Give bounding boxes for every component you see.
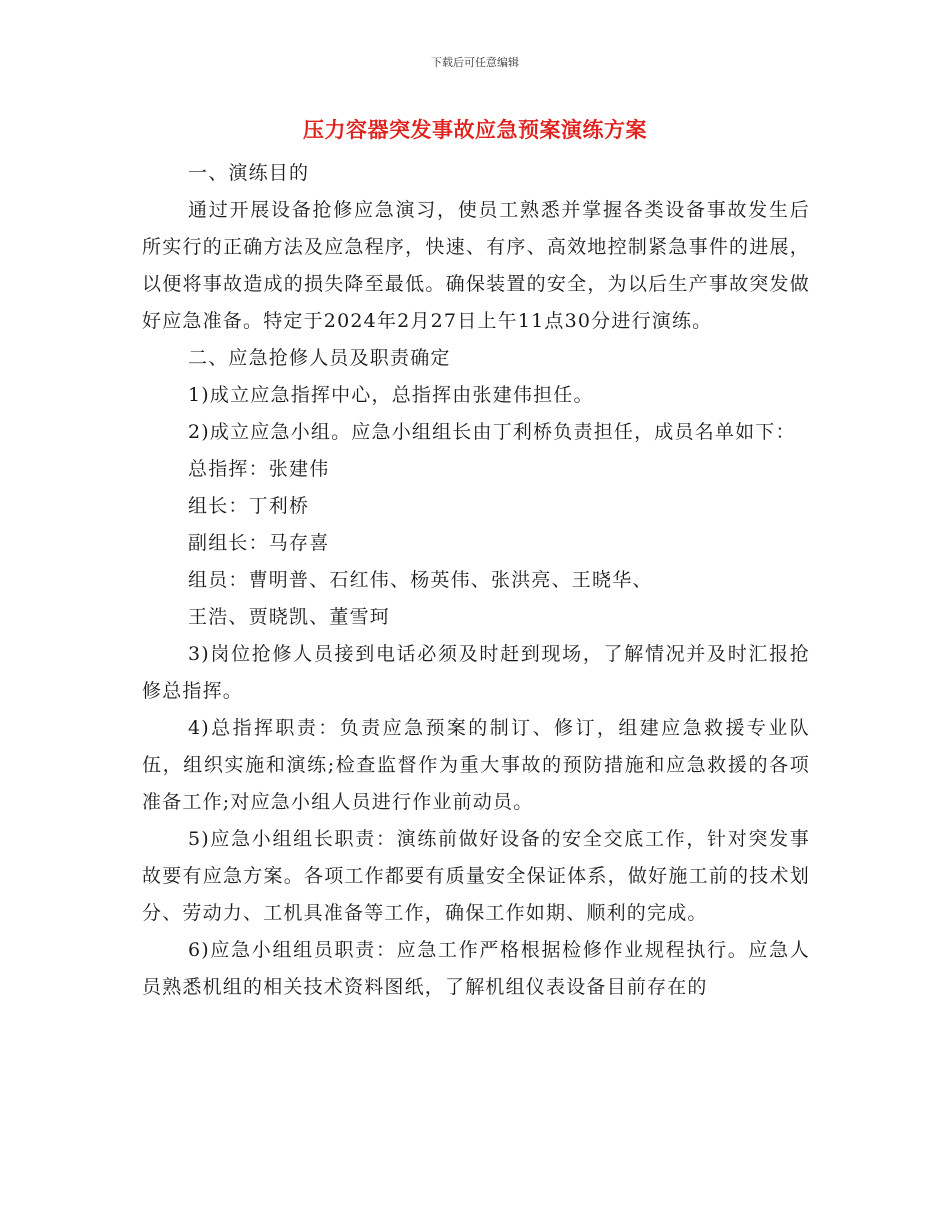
paragraph-item-2: 2)成立应急小组。应急小组组长由丁利桥负责担任，成员名单如下： <box>188 421 796 443</box>
paragraph-item-3: 3)岗位抢修人员接到电话必须及时赶到现场，了解情况并及时汇报抢修总指挥。 <box>142 643 810 702</box>
document-body <box>142 155 810 1006</box>
paragraph-item-4: 4)总指挥职责：负责应急预案的制订、修订，组建应急救援专业队伍，组织实施和演练;检查监督作为重大事故的预防措施和应急救援的各项准备工作;对应急小组人员进行作业前动员。 <box>142 717 810 813</box>
members-line-continued: 王浩、贾晓凯、董雪珂 <box>188 606 391 628</box>
deputy-leader-line: 副组长：马存喜 <box>188 532 330 554</box>
paragraph-item-5: 5)应急小组组长职责：演练前做好设备的安全交底工作，针对突发事故要有应急方案。各项工作都要有质量安全保证体系，做好施工前的技术划分、劳动力、工机具准备等工作，确保工作如期、顺利的完成。 <box>142 828 810 924</box>
commander-line: 总指挥：张建伟 <box>188 458 330 480</box>
page-header: 下载后可任意编辑 <box>431 56 519 69</box>
section-heading-personnel: 二、应急抢修人员及职责确定 <box>188 347 451 369</box>
document-title: 压力容器突发事故应急预案演练方案 <box>303 117 647 142</box>
paragraph-item-6: 6)应急小组组员职责：应急工作严格根据检修作业规程执行。应急人员熟悉机组的相关技术资料图纸，了解机组仪表设备目前存在的 <box>142 939 810 998</box>
members-line: 组员：曹明普、石红伟、杨英伟、张洪亮、王晓华、 <box>188 569 653 591</box>
leader-line: 组长：丁利桥 <box>188 495 310 517</box>
section-heading-purpose: 一、演练目的 <box>188 162 310 184</box>
paragraph-item-1: 1)成立应急指挥中心，总指挥由张建伟担任。 <box>188 384 594 406</box>
paragraph-purpose: 通过开展设备抢修应急演习，使员工熟悉并掌握各类设备事故发生后所实行的正确方法及应急程序，快速、有序、高效地控制紧急事件的进展，以便将事故造成的损失降至最低。确保装置的安全，为以后生产事故突发做好应急准备。特定于2024年2月27日上午11点30分进行演练。 <box>142 199 810 332</box>
